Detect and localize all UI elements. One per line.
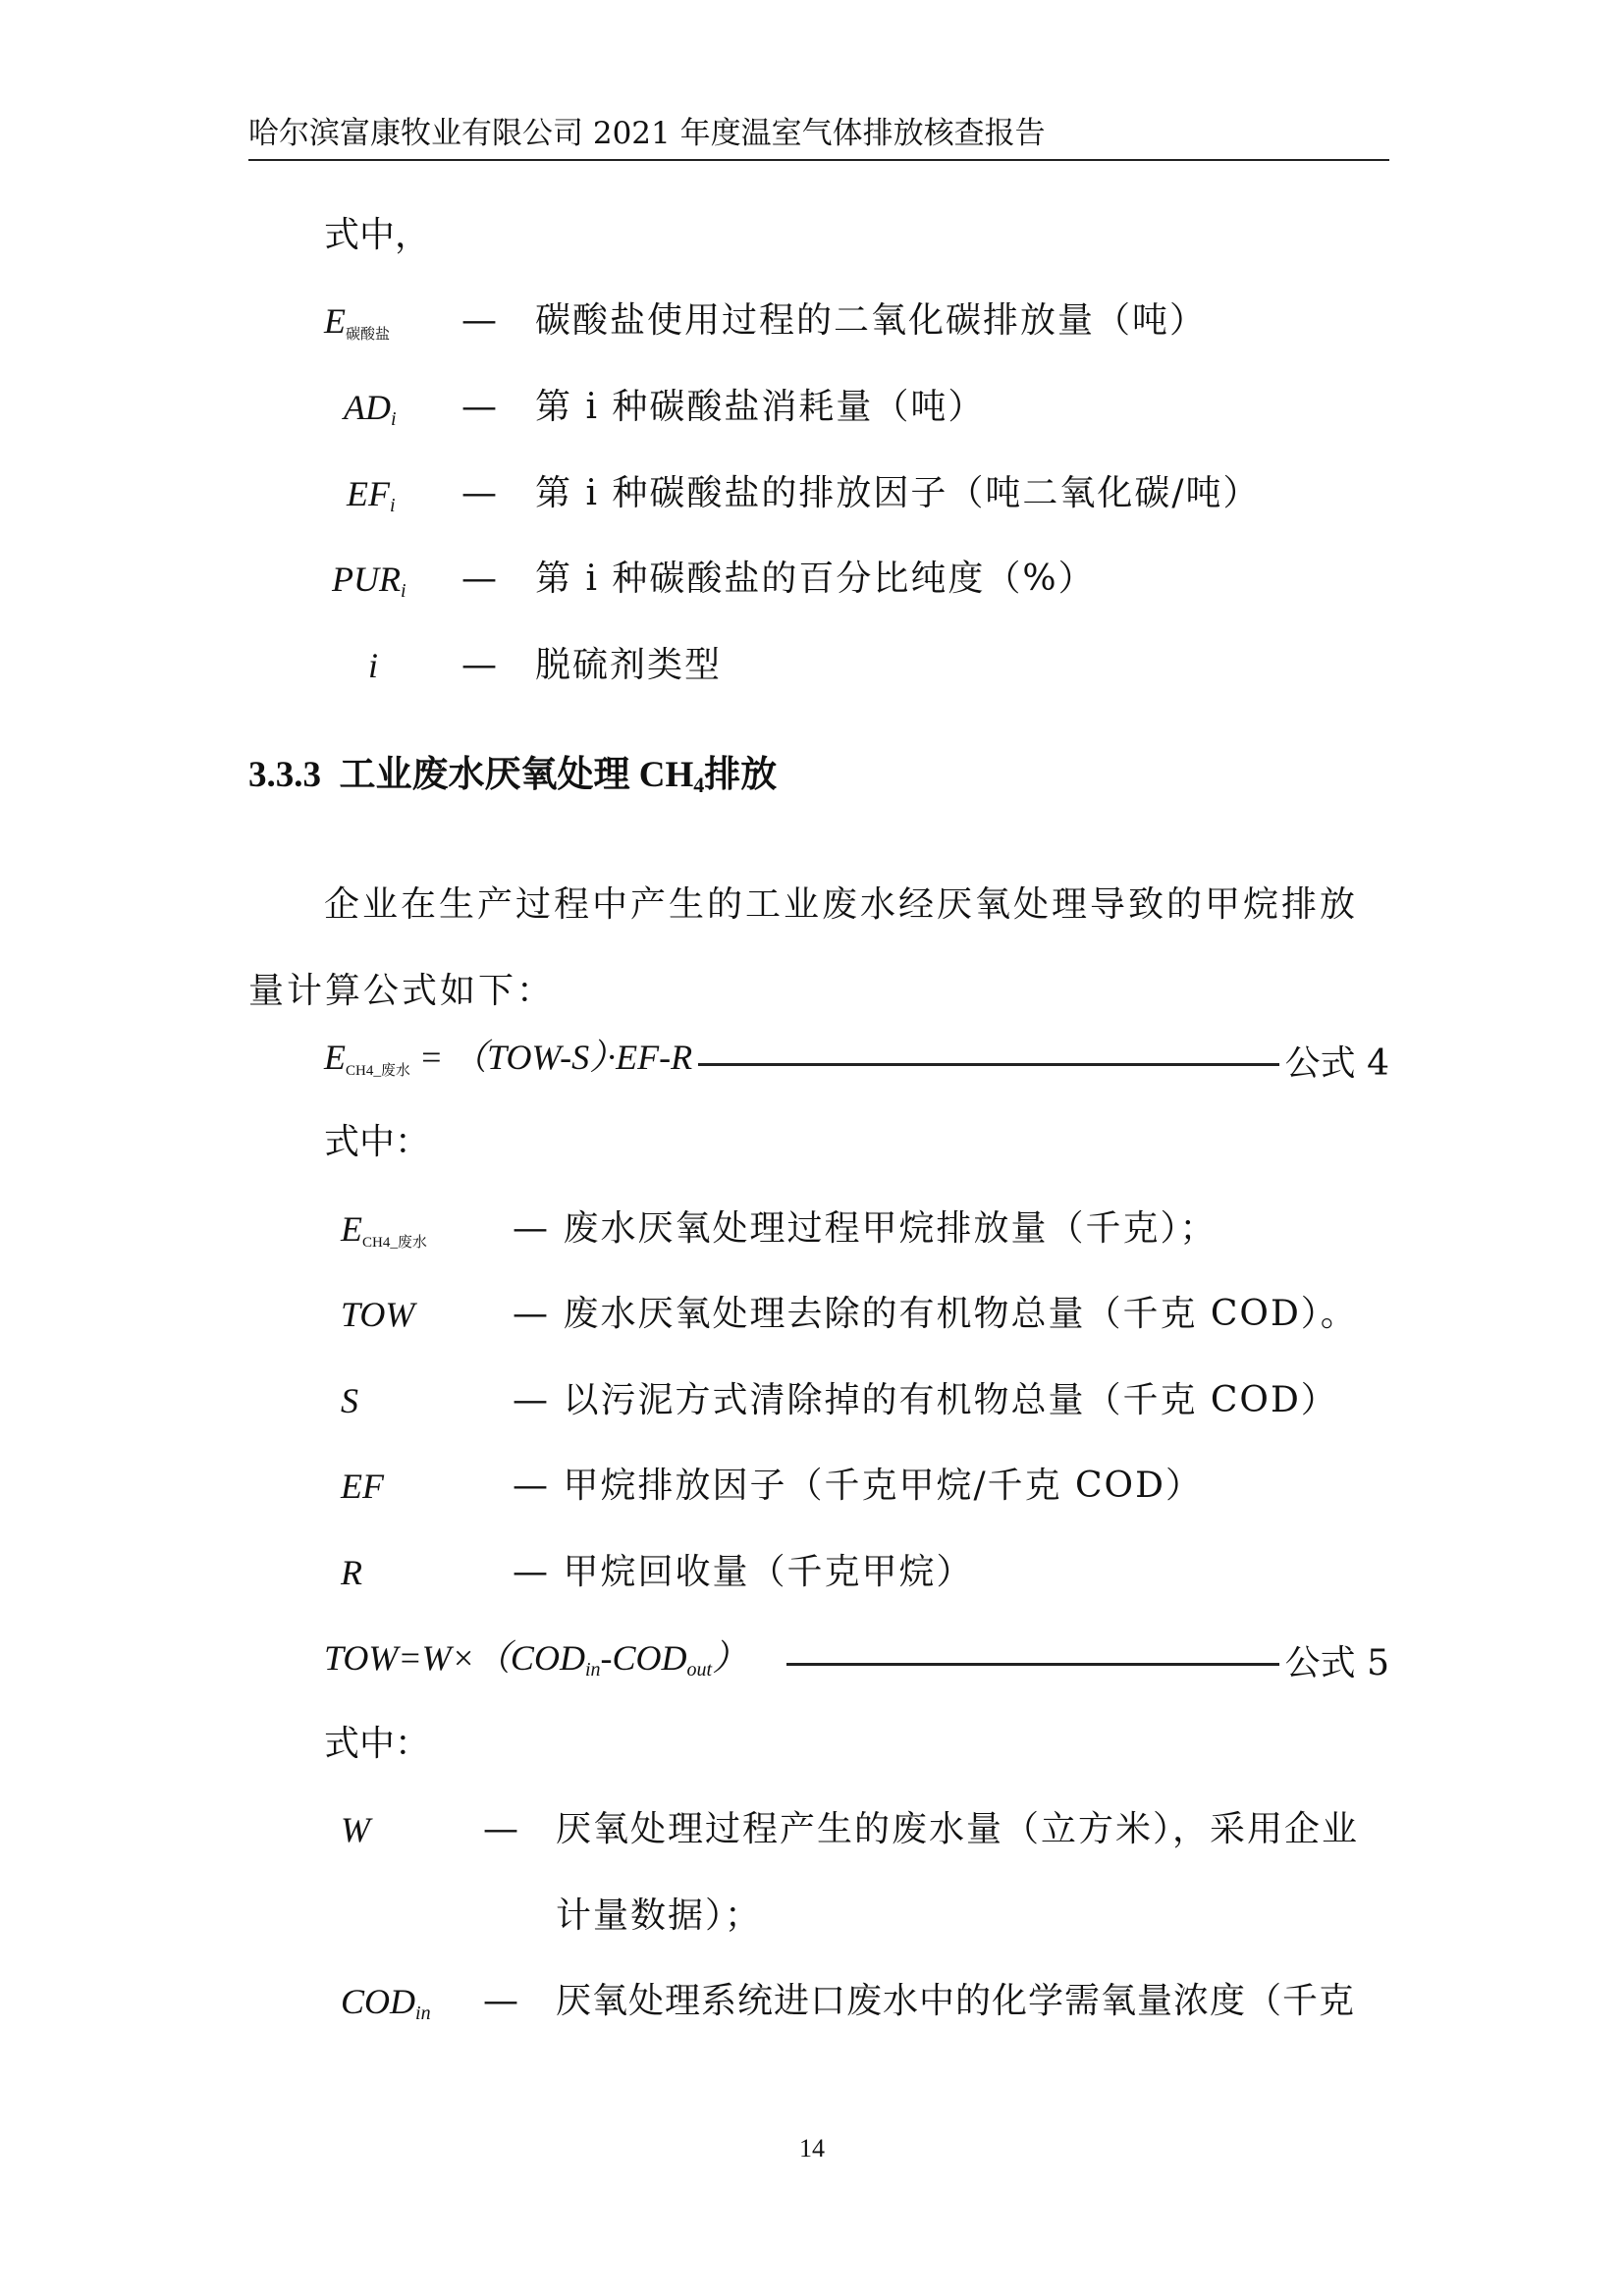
def-dash: — xyxy=(483,1809,518,1849)
def-symbol: $PUR_i$ xyxy=(332,560,406,602)
def-symbol: R xyxy=(341,1553,362,1592)
formula-leader-line xyxy=(786,1663,1279,1666)
def-description: 厌氧处理过程产生的废水量（立方米），采用企业 xyxy=(556,1809,1360,1849)
def-dash: — xyxy=(461,559,497,599)
body-paragraph: 企业在生产过程中产生的工业废水经厌氧处理导致的甲烷排放量计算公式如下： xyxy=(248,884,1359,1011)
def-dash: — xyxy=(461,300,497,341)
def-description: — 甲烷回收量（千克甲烷） xyxy=(513,1552,974,1592)
def-symbol: $EF_i$ xyxy=(347,474,396,516)
block3-intro: 式中： xyxy=(324,1724,431,1764)
def-description: — 甲烷排放因子（千克甲烷/千克 COD） xyxy=(513,1466,1203,1506)
def-symbol: EF xyxy=(341,1467,384,1506)
def-symbol: W xyxy=(341,1810,370,1849)
def-symbol: i xyxy=(368,646,379,685)
def-description: 碳酸盐使用过程的二氧化碳排放量（吨） xyxy=(535,300,1208,341)
def-symbol: $E_{碳酸盐}$ xyxy=(324,301,391,343)
def-symbol: TOW xyxy=(341,1295,415,1334)
def-dash: — xyxy=(461,473,497,513)
def-description: 厌氧处理系统进口废水中的化学需氧量浓度（千克 xyxy=(556,1981,1356,2021)
def-description-continued: 计量数据）； xyxy=(556,1896,763,1936)
block2-intro: 式中： xyxy=(324,1122,431,1162)
page-header xyxy=(248,116,1389,161)
def-description: — 以污泥方式清除掉的有机物总量（千克 COD） xyxy=(513,1380,1338,1420)
formula-5 xyxy=(324,1636,1389,1691)
page-number: 14 xyxy=(799,2134,825,2163)
def-description: — 废水厌氧处理过程甲烷排放量（千克）； xyxy=(513,1208,1218,1249)
formula-label: 公式 5 xyxy=(1284,1643,1389,1683)
def-description: 第 i 种碳酸盐的百分比纯度（%） xyxy=(535,559,1096,599)
formula-expression: $E_{CH4\_废水} = (TOW-S)\cdot EF-R$ xyxy=(324,1038,693,1079)
formula-expression: $TOW=W\times(COD_{in}-COD_{out})$ xyxy=(324,1638,748,1681)
section-number: 3.3.3 xyxy=(248,755,321,795)
formula-leader-line xyxy=(698,1063,1279,1066)
def-symbol: $COD_{in}$ xyxy=(341,1982,431,2024)
def-description: 第 i 种碳酸盐的排放因子（吨二氧化碳/吨） xyxy=(535,473,1261,513)
def-description: 第 i 种碳酸盐消耗量（吨） xyxy=(535,387,986,427)
def-dash: — xyxy=(461,645,497,685)
def-description: 脱硫剂类型 xyxy=(535,645,723,685)
def-dash: — xyxy=(461,387,497,427)
def-description: — 废水厌氧处理去除的有机物总量（千克 COD）。 xyxy=(513,1294,1358,1334)
block1-intro: 式中， xyxy=(324,215,431,255)
formula-label: 公式 4 xyxy=(1284,1043,1389,1084)
def-dash: — xyxy=(483,1981,518,2021)
def-symbol: S xyxy=(341,1381,358,1420)
formula-4 xyxy=(324,1036,1389,1093)
def-symbol: $AD_i$ xyxy=(344,388,397,430)
section-heading: 3.3.3 工业废水厌氧处理 $CH_4$排放 xyxy=(248,755,778,797)
header-title: 哈尔滨富康牧业有限公司 2021 年度温室气体排放核查报告 xyxy=(248,116,1046,151)
def-symbol: $E_{CH4\_废水}$ xyxy=(341,1209,427,1251)
